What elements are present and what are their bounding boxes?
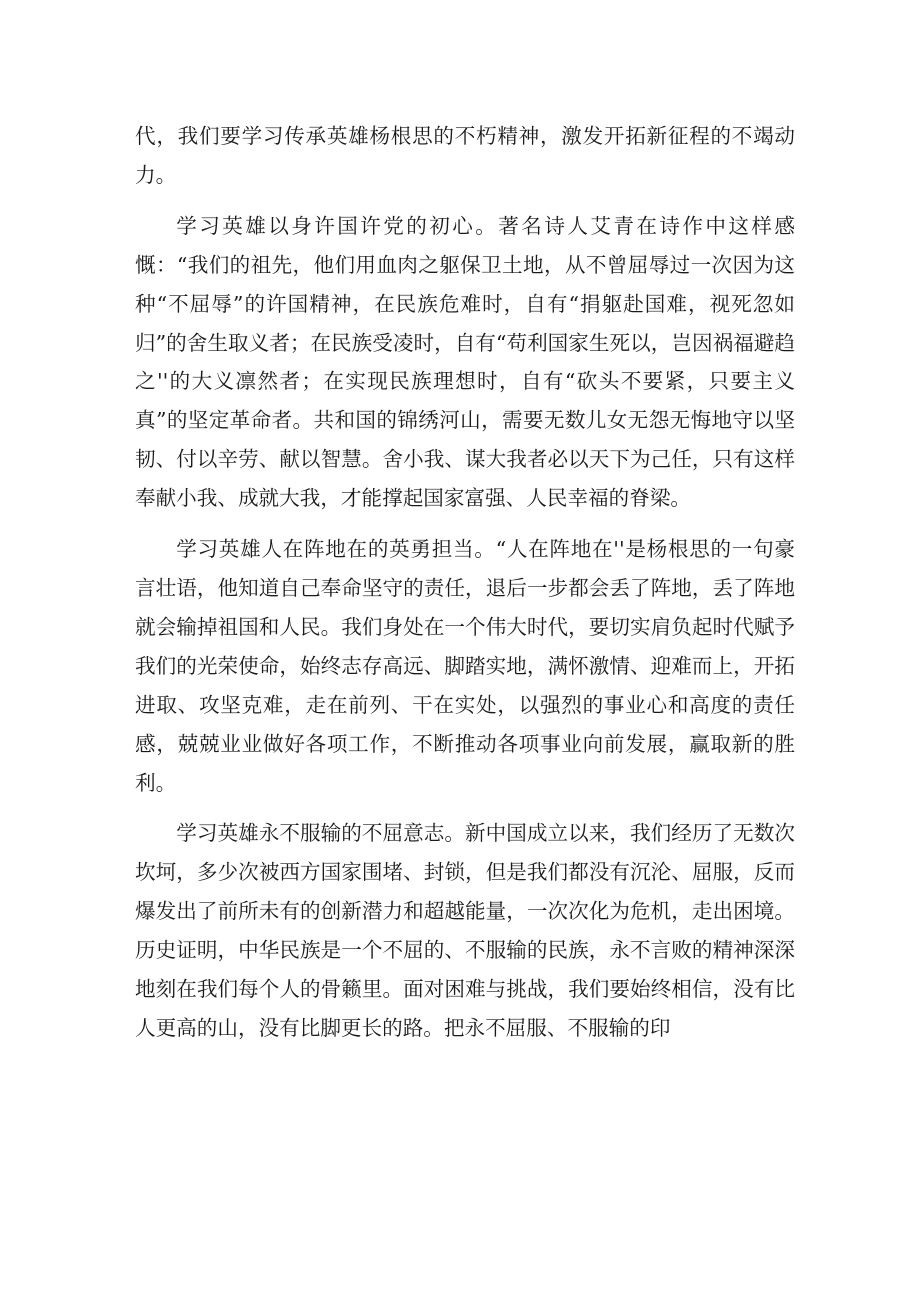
paragraph-2: 学习英雄以身许国许党的初心。著名诗人艾青在诗作中这样感慨：“我们的祖先，他们用血肉之躯保卫土地，从不曾屈辱过一次因为这种“不屈辱”的许国精神，在民族危难时，自有“捐躯赴国难，视死忽如归”的舍生取义者；在民族受凌时，自有“苟利国家生死以，岂因祸福避趋之''的大义凛然者；在实现民族理想时，自有“砍头不要紧，只要主义真”的坚定革命者。共和国的锦绣河山，需要无数儿女无怨无悔地守以坚韧、付以辛劳、献以智慧。舍小我、谋大我者必以天下为己任，只有这样奉献小我、成就大我，才能撑起国家富强、人民幸福的脊梁。 <box>135 213 795 511</box>
paragraph-4: 学习英雄永不服输的不屈意志。新中国成立以来，我们经历了无数次坎坷，多少次被西方国家围堵、封锁，但是我们都没有沉沦、屈服，反而爆发出了前所未有的创新潜力和超越能量，一次次化为危机，走出困境。历史证明，中华民族是一个不屈的、不服输的民族，永不言败的精神深深地刻在我们每个人的骨籁里。面对困难与挑战，我们要始终相信，没有比人更高的山，没有比脚更长的路。把永不屈服、不服输的印 <box>135 821 795 1040</box>
document-body <box>135 117 795 1048</box>
paragraph-1: 代，我们要学习传承英雄杨根思的不朽精神，激发开拓新征程的不竭动力。 <box>135 124 795 187</box>
paragraph-3: 学习英雄人在阵地在的英勇担当。“人在阵地在''是杨根思的一句豪言壮语，他知道自己奉命坚守的责任，退后一步都会丢了阵地，丢了阵地就会输掉祖国和人民。我们身处在一个伟大时代，要切实肩负起时代赋予我们的光荣使命，始终志存高远、脚踏实地，满怀激情、迎难而上，开拓进取、攻坚克难，走在前列、干在实处，以强烈的事业心和高度的责任感，兢兢业业做好各项工作，不断推动各项事业向前发展，赢取新的胜利。 <box>135 537 795 795</box>
